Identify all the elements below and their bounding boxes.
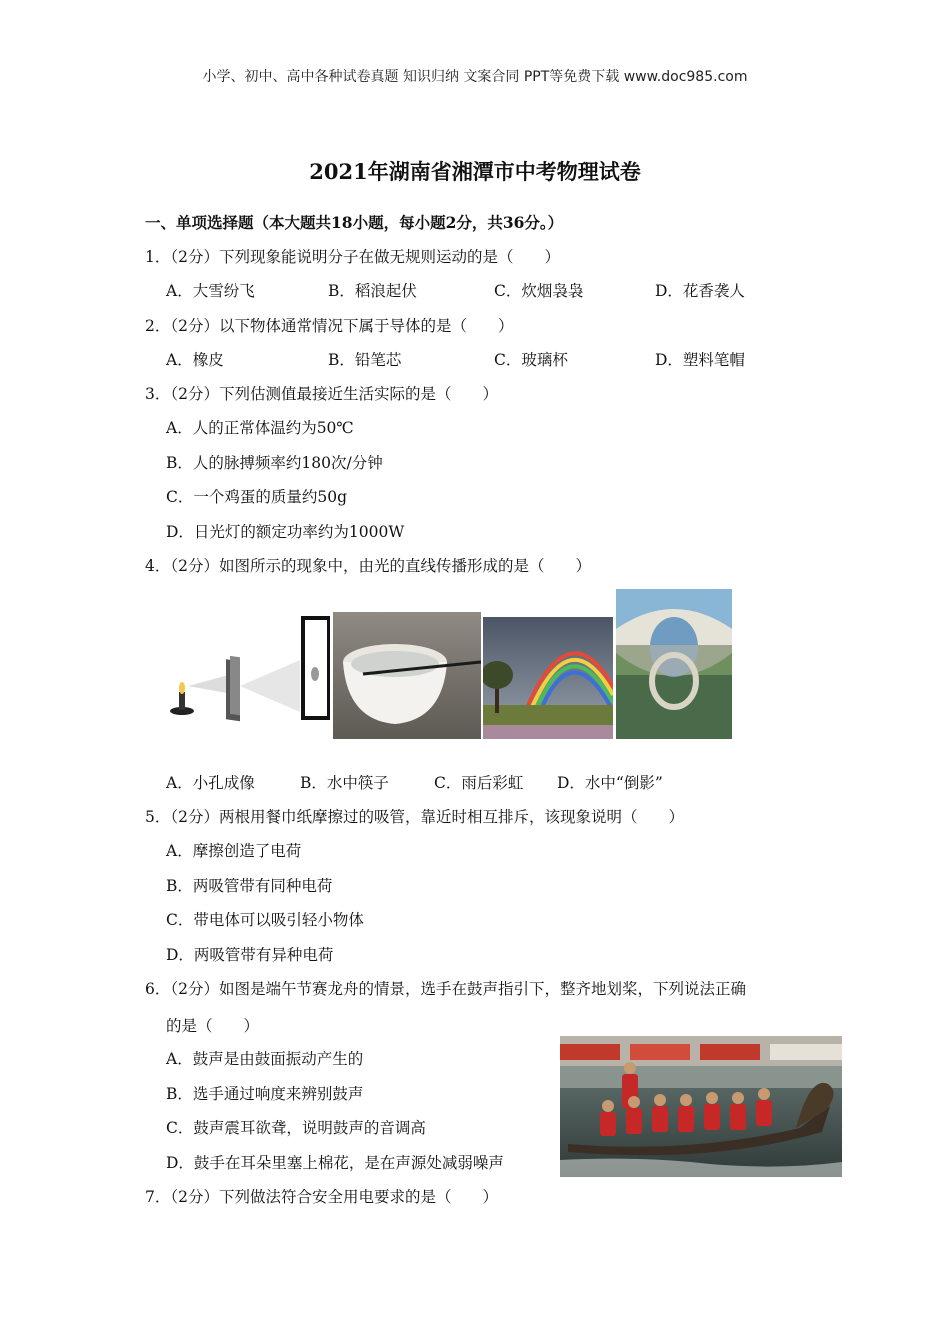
question-4-option-d: D．水中“倒影”: [557, 774, 663, 792]
dragon-boat-photo: [560, 1036, 842, 1177]
question-5-stem: 5．（2分）两根用餐巾纸摩擦过的吸管，靠近时相互排斥，该现象说明（ ）: [145, 808, 684, 826]
question-3-option-d: D．日光灯的额定功率约为1000W: [166, 523, 405, 541]
question-3-stem: 3．（2分）下列估测值最接近生活实际的是（ ）: [145, 385, 498, 403]
question-3-option-c: C．一个鸡蛋的质量约50g: [166, 488, 348, 506]
question-6-option-b: B．选手通过响度来辨别鼓声: [166, 1085, 364, 1103]
question-5-option-a: A．摩擦创造了电荷: [166, 842, 302, 860]
pinhole-camera-figure: [160, 612, 330, 727]
question-6-stem-line-1: 6．（2分）如图是端午节赛龙舟的情景，选手在鼓声指引下，整齐地划桨，下列说法正确: [145, 980, 746, 998]
question-1-option-b: B．稻浪起伏: [328, 282, 417, 300]
rainbow-photo: [483, 617, 613, 739]
question-1-option-c: C．炊烟袅袅: [494, 282, 584, 300]
question-4-option-a: A．小孔成像: [166, 774, 255, 792]
question-3-option-b: B．人的脉搏频率约180次/分钟: [166, 454, 383, 472]
question-1-stem: 1．（2分）下列现象能说明分子在做无规则运动的是（ ）: [145, 248, 560, 266]
question-5-option-d: D．两吸管带有异种电荷: [166, 946, 334, 964]
question-2-stem: 2．（2分）以下物体通常情况下属于导体的是（ ）: [145, 317, 514, 335]
question-1-option-d: D．花香袭人: [655, 282, 745, 300]
question-5-option-b: B．两吸管带有同种电荷: [166, 877, 333, 895]
question-7-stem: 7．（2分）下列做法符合安全用电要求的是（ ）: [145, 1188, 498, 1206]
question-6-stem-line-2: 的是（ ）: [166, 1017, 260, 1035]
question-3-option-a: A．人的正常体温约为50℃: [166, 419, 354, 437]
question-2-option-a: A．橡皮: [166, 351, 224, 369]
question-2-option-c: C．玻璃杯: [494, 351, 568, 369]
question-6-option-d: D．鼓手在耳朵里塞上棉花，是在声源处减弱噪声: [166, 1154, 504, 1172]
question-1-option-a: A．大雪纷飞: [166, 282, 255, 300]
question-2-option-d: D．塑料笔帽: [655, 351, 745, 369]
bridge-reflection-photo: [616, 589, 732, 739]
question-2-option-b: B．铅笔芯: [328, 351, 402, 369]
question-4-stem: 4．（2分）如图所示的现象中，由光的直线传播形成的是（ ）: [145, 557, 591, 575]
question-6-option-c: C．鼓声震耳欲聋，说明鼓声的音调高: [166, 1119, 426, 1137]
page-header: 小学、初中、高中各种试卷真题 知识归纳 文案合同 PPT等免费下载 www.doc985.com: [202, 69, 748, 85]
exam-title: 2021年湖南省湘潭市中考物理试卷: [309, 159, 641, 184]
question-6-option-a: A．鼓声是由鼓面振动产生的: [166, 1050, 364, 1068]
question-4-option-b: B．水中筷子: [300, 774, 389, 792]
section-heading: 一、单项选择题（本大题共18小题，每小题2分，共36分。）: [145, 213, 564, 232]
question-4-option-c: C．雨后彩虹: [434, 774, 524, 792]
chopstick-in-water-photo: [333, 612, 481, 739]
question-5-option-c: C．带电体可以吸引轻小物体: [166, 911, 364, 929]
